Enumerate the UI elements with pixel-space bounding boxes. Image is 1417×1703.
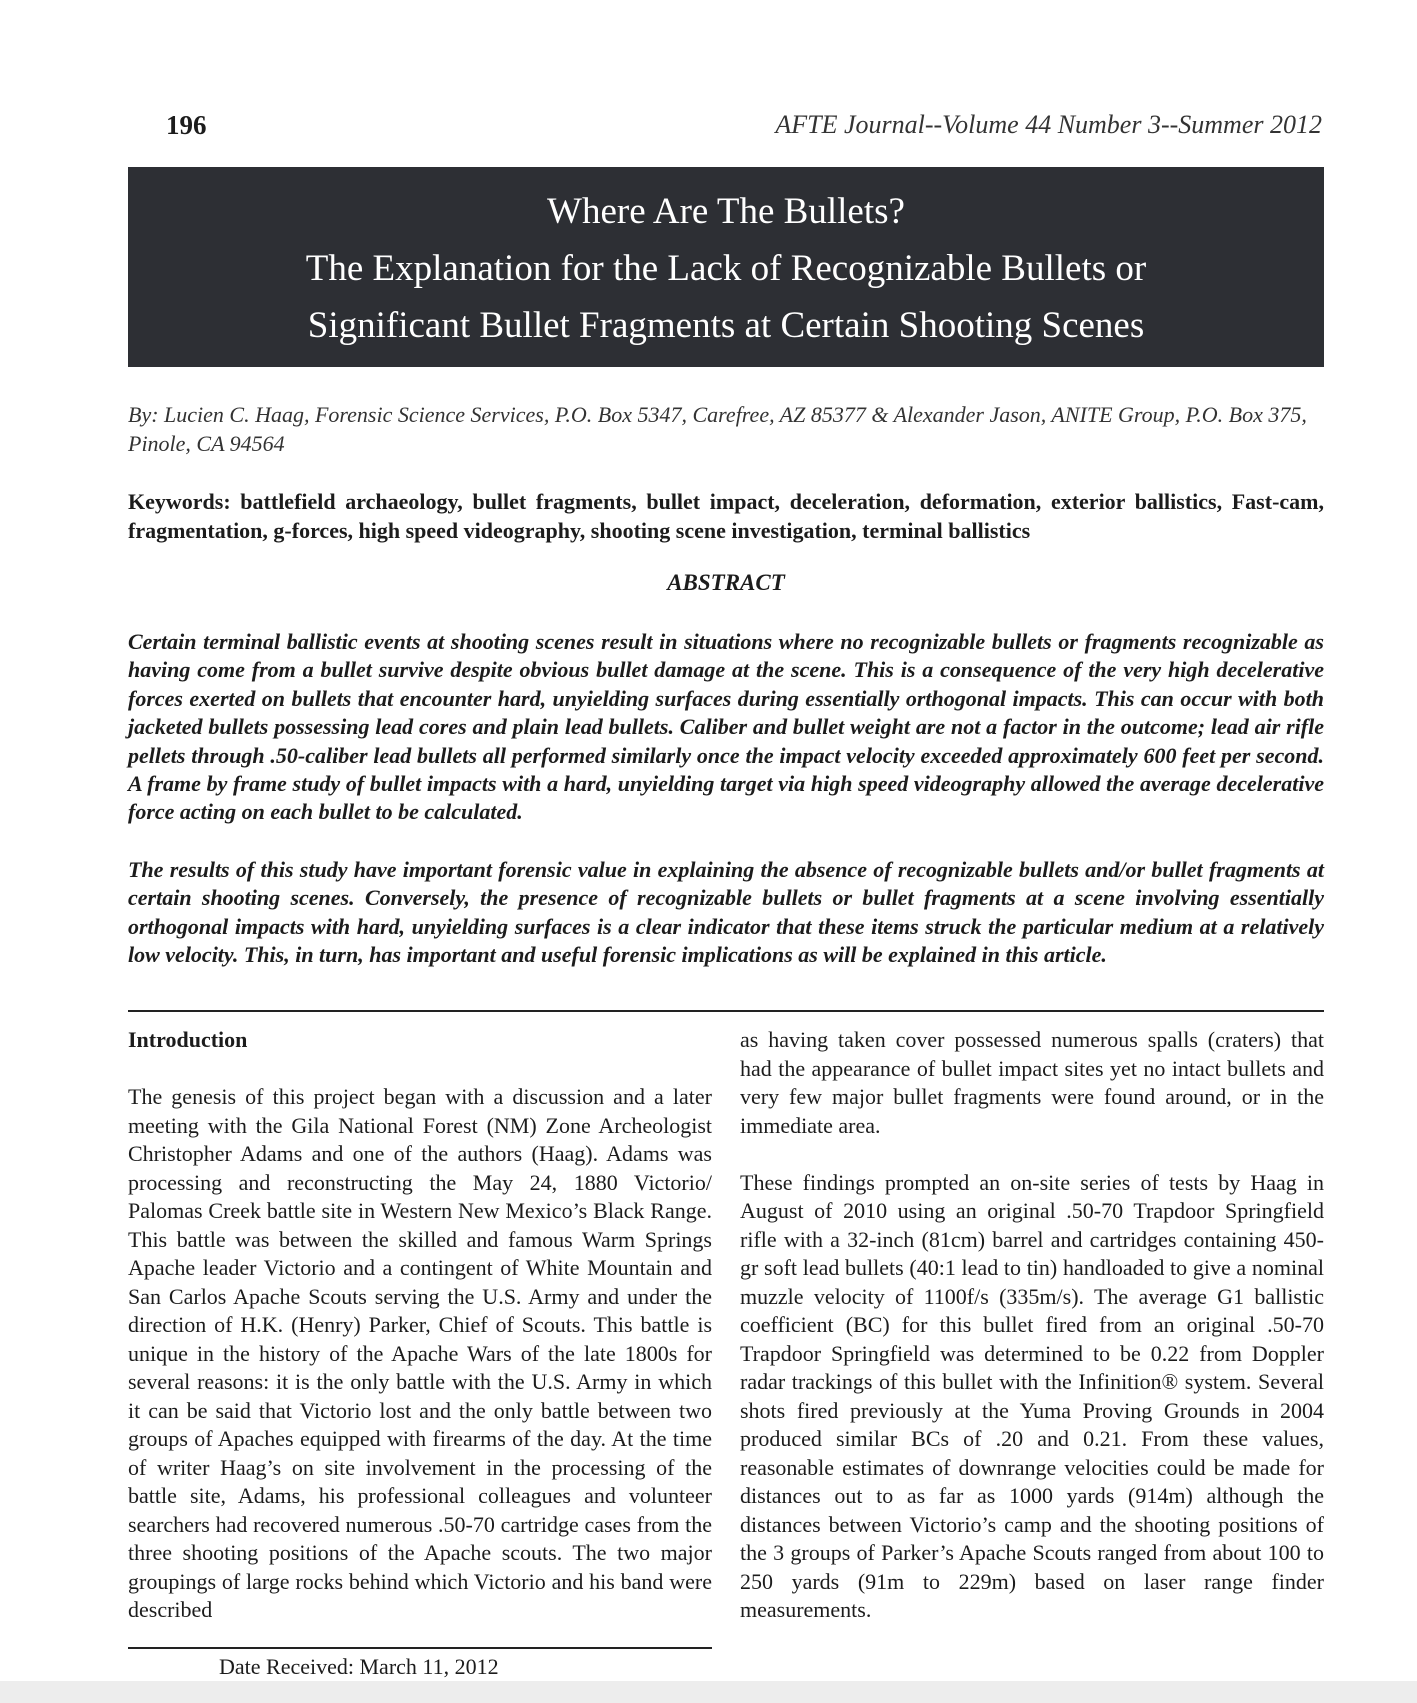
title-banner: [128, 167, 1324, 367]
page-number: 196: [166, 110, 207, 140]
author-byline: By: Lucien C. Haag, Forensic Science Services, P.O. Box 5347, Carefree, AZ 85377 & Alexander Jason, ANITE Group, P.O. Box 375, Pinole, CA 94564: [128, 402, 1307, 456]
title-line-3: Significant Bullet Fragments at Certain Shooting Scenes: [307, 305, 1145, 346]
abstract-paragraph: Certain terminal ballistic events at shooting scenes result in situations where no recognizable bullets or fragments recognizable as having come from a bullet survive despite obvious bullet damage at the scene. This is a consequence of the very high decelerative forces exerted on bullets that encounter hard, unyielding surfaces during essentially orthogonal impacts. This can occur with both jacketed bullets possessing lead cores and plain lead bullets. Caliber and bullet weight are not a factor in the outcome; lead air rifle pellets through .50-caliber lead bullets all performed similarly once the impact velocity exceeded approximately 600 feet per second. A frame by frame study of bullet impacts with a hard, unyielding target via high speed videography allowed the average decelerative force acting on each bullet to be calculated.: [128, 629, 1324, 825]
right-column: [740, 1026, 1324, 1653]
journal-name: AFTE Journal--Volume 44 Number 3--Summer 2012: [775, 110, 1322, 139]
body-paragraph: The genesis of this project began with a discussion and a later meeting with the Gila National Forest (NM) Zone Archeologist Christopher Adams and one of the authors (Haag). Adams was processing and reconstructing the May 24, 1880 Victorio/ Palomas Creek battle site in Western New Mexico’s Black Range. This battle was between the skilled and famous Warm Springs Apache leader Victorio and a contingent of White Mountain and San Carlos Apache Scouts serving the U.S. Army and under the direction of H.K. (Henry) Parker, Chief of Scouts. This battle is unique in the history of the Apache Wars of the late 1800s for several reasons: it is the only battle with the U.S. Army in which it can be said that Victorio lost and the only battle between two groups of Apaches equipped with firearms of the day. At the time of writer Haag’s on site involvement in the processing of the battle site, Adams, his professional colleagues and volunteer searchers had recovered numerous .50-70 cartridge cases from the three shooting positions of the Apache scouts. The two major groupings of large rocks behind which Victorio and his band were described: [128, 1084, 712, 1622]
abstract-heading: ABSTRACT: [667, 570, 785, 595]
abstract-paragraph: The results of this study have important forensic value in explaining the absence of recognizable bullets and/or bullet fragments at certain shooting scenes. Conversely, the presence of recognizable bullets or bullet fragments at a scene involving essentially orthogonal impacts with hard, unyielding surfaces is a clear indicator that these items struck the particular medium at a relatively low velocity. This, in turn, has important and useful forensic implications as will be explained in this article.: [128, 857, 1324, 968]
title-line-1: Where Are The Bullets?: [547, 191, 905, 232]
body-paragraph: These findings prompted an on-site series of tests by Haag in August of 2010 using an original .50-70 Trapdoor Springfield rifle with a 32-inch (81cm) barrel and cartridges containing 450-gr soft lead bullets (40:1 lead to tin) handloaded to give a nominal muzzle velocity of 1100f/s (335m/s). The average G1 ballistic coefficient (BC) for this bullet fired from an original .50-70 Trapdoor Springfield was determined to be 0.22 from Doppler radar trackings of this bullet with the Infinition® system. Several shots fired previously at the Yuma Proving Grounds in 2004 produced similar BCs of .20 and 0.21. From these values, reasonable estimates of downrange velocities could be made for distances out to as far as 1000 yards (914m) although the distances between Victorio’s camp and the shooting positions of the 3 groups of Parker’s Apache Scouts ranged from about 100 to 250 yards (91m to 229m) based on laser range finder measurements.: [740, 1169, 1324, 1622]
page-bottom-band: [0, 1681, 1417, 1703]
running-header: [166, 110, 1322, 150]
body-paragraph: as having taken cover possessed numerous spalls (craters) that had the appearance of bullet impact sites yet no intact bullets and very few major bullet fragments were found around, or in the immediate area.: [740, 1027, 1324, 1138]
introduction-heading: Introduction: [128, 1027, 248, 1052]
keywords: Keywords: battlefield archaeology, bullet fragments, bullet impact, deceleration, deformation, exterior ballistics, Fast-cam, fragmentation, g-forces, high speed videography, shooting scene investigation, terminal ballistics: [128, 489, 1324, 543]
title-line-2: The Explanation for the Lack of Recognizable Bullets or: [305, 248, 1147, 289]
section-divider: [128, 1010, 1324, 1012]
left-column: [128, 1026, 712, 1653]
date-received: Date Received: March 11, 2012: [219, 1654, 499, 1679]
footnote-rule: [128, 1647, 712, 1649]
